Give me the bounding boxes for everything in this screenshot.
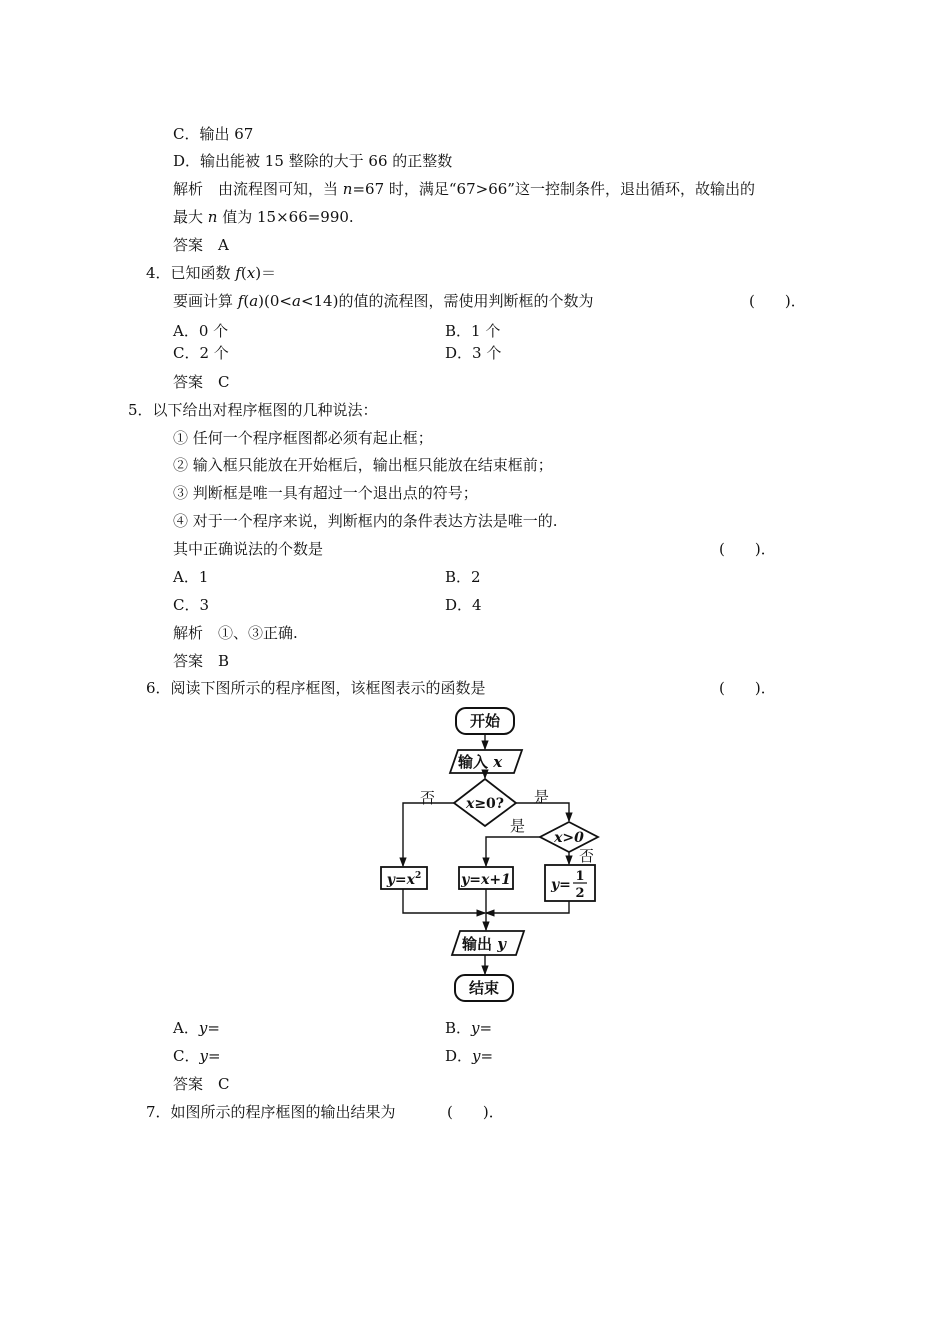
q6-option-c: C．y=	[173, 1047, 221, 1065]
text: (	[243, 292, 250, 310]
decision-1-label: x≥0?	[465, 796, 505, 812]
q5-statement-1: ① 任何一个程序框图都必须有起止框；	[173, 429, 433, 447]
q3-option-d: D．输出能被 15 整除的大于 66 的正整数	[173, 152, 453, 170]
arrow-merge-right	[486, 901, 569, 913]
text: <14)的值的流程图，需使用判断框的个数为	[300, 292, 594, 310]
output-label: 输出 y	[462, 935, 506, 953]
q6-option-b: B．y=	[445, 1019, 493, 1037]
q5-analysis: 解析 ①、③正确.	[173, 624, 298, 642]
text: =67 时，满足“67>66”这一控制条件，退出循环，故输出的	[352, 180, 755, 198]
q4-bracket: ( )．	[749, 292, 806, 310]
q6-bracket: ( )．	[719, 679, 776, 697]
arrow-no-branch	[403, 803, 454, 866]
q6-stem: 6．阅读下图所示的程序框图，该框图表示的函数是	[146, 679, 486, 697]
fraction-numerator: 1	[575, 869, 585, 884]
q6-answer: 答案 C	[173, 1075, 230, 1093]
var-n: n	[342, 180, 353, 198]
q5-answer: 答案 B	[173, 652, 230, 670]
q5-statement-2: ② 输入框只能放在开始框后，输出框只能放在结束框前；	[173, 456, 553, 474]
start-label: 开始	[469, 712, 501, 730]
q4-stem	[146, 263, 276, 283]
q3-analysis-line2	[173, 207, 354, 227]
text: (	[240, 264, 247, 282]
no-label-1: 否	[420, 789, 436, 807]
q5-option-d: D．4	[445, 596, 482, 614]
q5-question: 其中正确说法的个数是	[173, 540, 324, 558]
q5-statement-3: ③ 判断框是唯一具有超过一个退出点的符号；	[173, 484, 478, 502]
fraction-denominator: 2	[575, 886, 585, 901]
var-a: a	[249, 292, 259, 310]
q3-option-c: C．输出 67	[173, 125, 254, 143]
text: 4．已知函数	[146, 264, 236, 282]
q5-statement-4: ④ 对于一个程序来说，判断框内的条件表达方法是唯一的.	[173, 512, 558, 530]
text: 最大	[173, 208, 208, 226]
box-right-label: y=	[551, 877, 571, 893]
end-label: 结束	[468, 979, 500, 997]
text: 解析 由流程图可知，当	[173, 180, 343, 198]
arrow-yes-branch-2	[486, 837, 540, 866]
q5-option-a: A．1	[173, 568, 209, 586]
q5-bracket: ( )．	[719, 540, 776, 558]
q6-option-d: D．y=	[445, 1047, 494, 1065]
yes-label-1: 是	[534, 788, 550, 806]
text: )(0<	[258, 292, 292, 310]
text: )＝	[255, 264, 277, 282]
text: 值为 15×66=990.	[217, 208, 354, 226]
text: 要画计算	[173, 292, 238, 310]
q5-option-c: C．3	[173, 596, 210, 614]
yes-label-2: 是	[510, 817, 526, 835]
q5-option-b: B．2	[445, 568, 481, 586]
q4-option-d: D．3 个	[445, 344, 502, 362]
q7-stem: 7．如图所示的程序框图的输出结果为	[146, 1103, 396, 1121]
var-n: n	[207, 208, 218, 226]
flowchart	[368, 703, 608, 1005]
q5-stem: 5．以下给出对程序框图的几种说法：	[128, 401, 378, 419]
q4-option-b: B．1 个	[445, 322, 501, 340]
var-x: x	[246, 264, 256, 282]
q4-question	[173, 291, 593, 311]
var-f: f	[237, 292, 244, 310]
q7-bracket: ( )．	[447, 1103, 504, 1121]
box-middle-label: y=x+1	[461, 872, 511, 888]
input-label: 输入 x	[458, 753, 503, 771]
q4-answer: 答案 C	[173, 373, 230, 391]
q6-option-a: A．y=	[173, 1019, 220, 1037]
q3-answer: 答案 A	[173, 236, 229, 254]
no-label-2: 否	[579, 847, 595, 865]
var-f: f	[235, 264, 241, 282]
box-left-label: $y=x^2$	[386, 871, 422, 888]
q3-analysis-line1	[173, 179, 755, 199]
q4-option-a: A．0 个	[173, 322, 229, 340]
var-a: a	[291, 292, 301, 310]
q4-option-c: C．2 个	[173, 344, 229, 362]
arrow-merge-left	[403, 889, 485, 913]
decision-2-label: x>0	[554, 830, 584, 846]
